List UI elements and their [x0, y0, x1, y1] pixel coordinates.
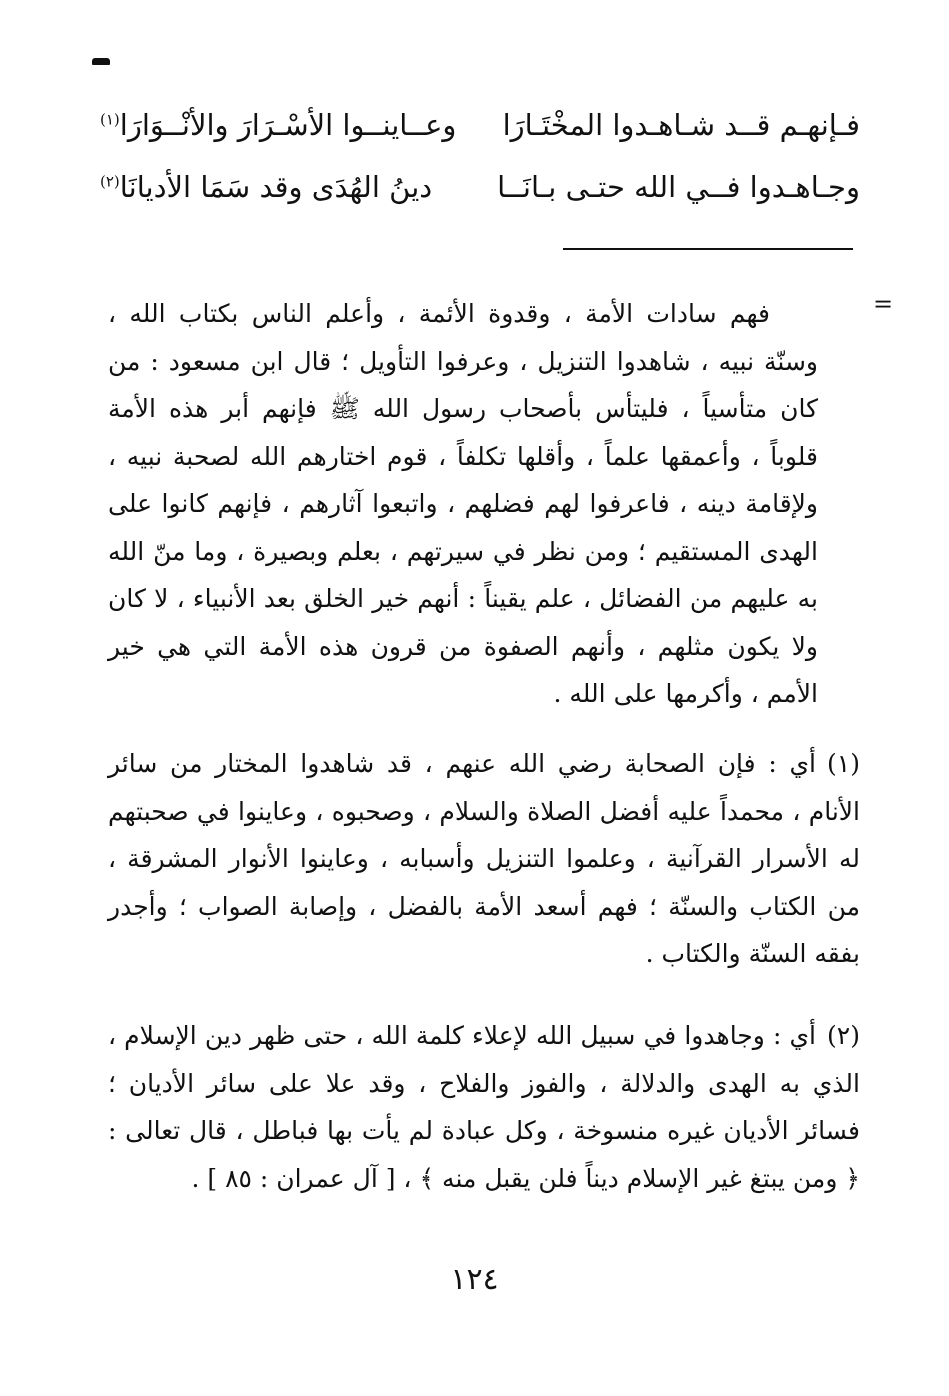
footnote-1-number: (١) [827, 749, 860, 778]
page-number: ١٢٤ [450, 1262, 499, 1297]
footnote-ref-2: (٢) [100, 172, 120, 191]
continuation-mark: = [873, 290, 894, 318]
commentary-paragraph: فهم سادات الأمة ، وقدوة الأئمة ، وأعلم الناس بكتاب الله ، وسنّة نبيه ، شاهدوا التنزيل ، وعرفوا التأويل ؛ قال ابن مسعود : من كان متأسياً ، فليتأس بأصحاب رسول الله ﷺ فإنهم أبر هذه الأمة قلوباً ، وأعمقها علماً ، وأقلها تكلفاً ، قوم اختارهم الله لصحبة نبيه ، ولإقامة دينه ، فاعرفوا لهم فضلهم ، واتبعوا آثارهم ، فإنهم كانوا على الهدى المستقيم ؛ ومن نظر في سيرتهم ، بعلم وبصيرة ، وما منّ الله به عليهم من الفضائل ، علم يقيناً : أنهم خير الخلق بعد الأنبياء ، لا كان ولا يكون مثلهم ، وأنهم الصفوة من قرون هذه الأمة التي هي خير الأمم ، وأكرمها على الله . [108, 299, 818, 708]
verse-1-first-hemistich: فـإنهـم قــد شـاهـدوا المخْتَـارَا [502, 108, 860, 142]
verse-2-second-hemistich: دينُ الهُدَى وقد سَمَا الأديانَا$^{(٢)}$ [100, 170, 433, 204]
footnote-2-text: أي : وجاهدوا في سبيل الله لإعلاء كلمة الله ، حتى ظهر دين الإسلام ، الذي به الهدى والدلالة ، والفوز والفلاح ، وقد علا على سائر الأديان ؛ فسائر الأديان غيره منسوخة ، وكل عبادة لم يأت بها فباطل ، قال تعالى : ﴿ ومن يبتغ غير الإسلام ديناً فلن يقبل منه ﴾ ، [ آل عمران : ٨٥ ] . [108, 1021, 860, 1193]
footnote-ref-1: (١) [100, 110, 120, 129]
verse-1-second-hemistich: وعــاينــوا الأسْـرَارَ والأنْــوَارَا$^{(١)}$ [100, 108, 457, 142]
footnote-1-text: أي : فإن الصحابة رضي الله عنهم ، قد شاهدوا المختار من سائر الأنام ، محمداً عليه أفضل الصلاة والسلام ، وصحبوه ، وعاينوا في صحبتهم له الأسرار القرآنية ، وعلموا التنزيل وأسبابه ، وعاينوا الأنوار المشرقة ، من الكتاب والسنّة ؛ فهم أسعد الأمة بالفضل ، وإصابة الصواب ؛ وأجدر بفقه السنّة والكتاب . [108, 749, 860, 968]
footnote-1 [108, 740, 860, 978]
footnote-2-number: (٢) [827, 1021, 860, 1050]
poem-verse-1 [100, 108, 860, 158]
footnote-2 [108, 1012, 860, 1202]
separator-rule [563, 248, 853, 250]
page-corner-mark [92, 58, 110, 65]
poem-verse-2 [100, 170, 860, 220]
verse-2-first-hemistich: وجـاهـدوا فــي الله حتـى بـانَــا [497, 170, 860, 204]
